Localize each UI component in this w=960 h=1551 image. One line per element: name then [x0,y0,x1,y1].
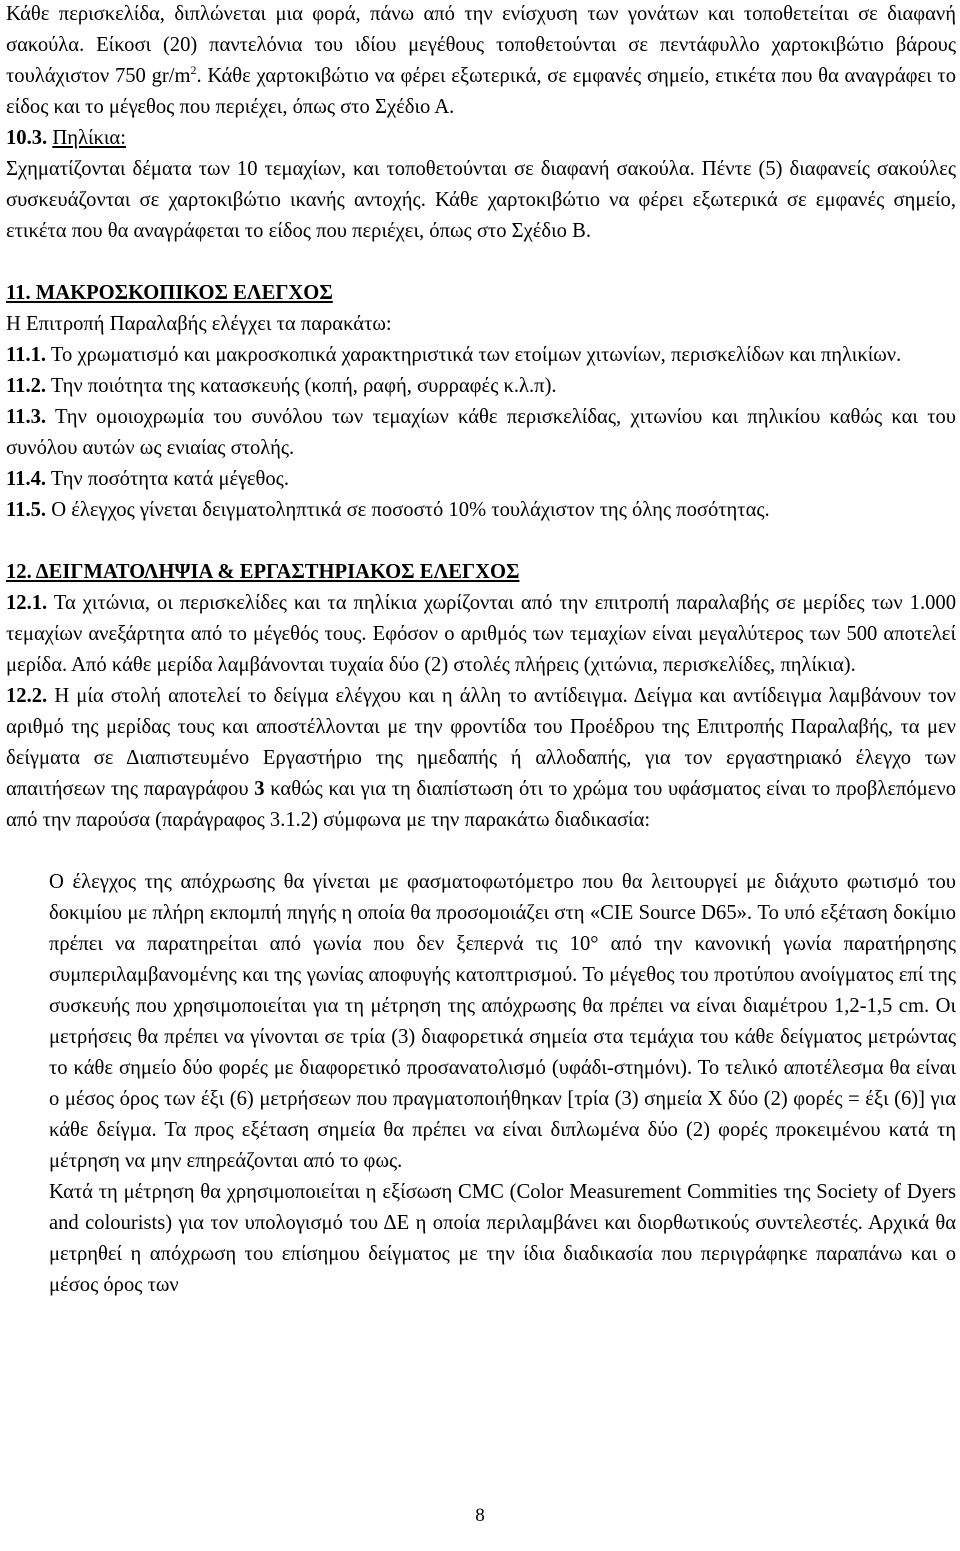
item-text: Το χρωματισμό και μακροσκοπικά χαρακτηριστικά των ετοίμων χιτωνίων, περισκελίδων και πηλικίων. [50,344,902,366]
section-number: 10.3. [6,127,48,149]
item-number: 11.3. [6,406,47,428]
item-12-2 [6,681,956,836]
paragraph-packaging-trousers [6,0,956,123]
item-text: Ο έλεγχος γίνεται δειγματοληπτικά σε ποσοστό 10% τουλάχιστον της όλης ποσότητας. [51,499,770,521]
item-text: Την ομοιοχρωμία του συνόλου των τεμαχίων κάθε περισκελίδας, χιτωνίου και πηλικίου καθώς και του συνόλου αυτών ως ενιαίας στολής. [6,406,956,459]
text: . Κάθε χαρτοκιβώτιο να φέρει εξωτερικά, σε εμφανές σημείο, ετικέτα που θα αναγράφει το είδος και το μέγεθος που περιέχει, όπως στο Σχέδιο Α. [6,65,957,118]
item-number: 11.5. [6,499,47,521]
item-number: 11.2. [6,375,47,397]
procedure-block [6,867,956,1301]
item-number: 11.1. [6,344,47,366]
item-number: 12.2. [6,685,48,707]
item-12-1 [6,588,956,681]
item-11-3 [6,402,956,464]
item-11-1 [6,340,956,371]
section-heading: Πηλίκια: [52,127,126,149]
item-11-2 [6,371,956,402]
page-number: 8 [475,1505,485,1526]
item-text: Την ποσότητα κατά μέγεθος. [50,468,289,490]
bold-reference: 3 [254,778,265,800]
item-text: καθώς και για τη διαπίστωση ότι το χρώμα του υφάσματος είναι το προβλεπόμενο από την παρούσα (παράγραφος 3.1.2) σύμφωνα με την παρακάτω διαδικασία: [6,778,957,831]
item-text: Την ποιότητα της κατασκευής (κοπή, ραφή, συρραφές κ.λ.π). [50,375,557,397]
item-number: 11.4. [6,468,47,490]
item-number: 12.1. [6,592,48,614]
procedure-paragraph-1: Ο έλεγχος της απόχρωσης θα γίνεται με φασματοφωτόμετρο που θα λειτουργεί με διάχυτο φωτισμό του δοκιμίου με πλήρη εκπομπή πηγής η οποία θα προσομοιάζει στη «CIE Source D65». Το υπό εξέταση δοκίμιο πρέπει να παρατηρείται από γωνία που δεν ξεπερνά τις 10° από την κανονική γωνία παρατήρησης συμπεριλαμβανομένης και της γωνίας αποφυγής κατοπτρισμού. Το μέγεθος του προτύπου ανοίγματος επί της συσκευής που χρησιμοποιείται για τη μέτρηση της απόχρωσης θα πρέπει να είναι διαμέτρου 1,2-1,5 cm. Οι μετρήσεις θα πρέπει να γίνονται σε τρία (3) διαφορετικά σημεία στα τεμάχια του κάθε δείγματος μετρώντας το κάθε σημείο δύο φορές με διαφορετικό προσανατολισμό (υφάδι-στημόνι). Το τελικό αποτέλεσμα θα είναι ο μέσος όρος των έξι (6) μετρήσεων που πραγματοποιήθηκαν [τρία (3) σημεία Χ δύο (2) φορές = έξι (6)] για κάθε δείγμα. Τα προς εξέταση σημεία θα πρέπει να είναι διπλωμένα δύο (2) φορές προκειμένου κατά τη μέτρηση να μην επηρεάζονται από το φως. [49,871,956,1172]
section-12-title: 12. ΔΕΙΓΜΑΤΟΛΗΨΙΑ & ΕΡΓΑΣΤΗΡΙΑΚΟΣ ΕΛΕΓΧΟΣ [6,561,520,583]
superscript: 2 [190,63,197,78]
section-11-intro: Η Επιτροπή Παραλαβής ελέγχει τα παρακάτω: [6,313,392,335]
item-text: Η μία στολή αποτελεί το δείγμα ελέγχου και η άλλη το αντίδειγμα. Δείγμα και αντίδειγμα λαμβάνουν τον αριθμό της μερίδας τους και αποστέλλονται με την φροντίδα του Προέδρου της Επιτροπής Παραλαβής, τα μεν δείγματα σε Διαπιστευμένο Εργαστήριο της ημεδαπής ή αλλοδαπής, για τον εργαστηριακό έλεγχο των απαιτήσεων της παραγράφου [6,685,956,800]
section-10-3-header [6,123,956,154]
item-11-5 [6,495,956,526]
section-10-3-text: Σχηματίζονται δέματα των 10 τεμαχίων, και τοποθετούνται σε διαφανή σακούλα. Πέντε (5) διαφανείς σακούλες συσκευάζονται σε χαρτοκιβώτιο ικανής αντοχής. Κάθε χαρτοκιβώτιο να φέρει εξωτερικά σε εμφανές σημείο, ετικέτα που θα αναγράφεται το είδος που περιέχει, όπως στο Σχέδιο Β. [6,158,956,242]
item-text: Τα χιτώνια, οι περισκελίδες και τα πηλίκια χωρίζονται από την επιτροπή παραλαβής σε μερίδες των 1.000 τεμαχίων ανεξάρτητα από το μέγεθός τους. Εφόσον ο αριθμός των τεμαχίων είναι μεγαλύτερος των 500 αποτελεί μερίδα. Από κάθε μερίδα λαμβάνονται τυχαία δύο (2) στολές πλήρεις (χιτώνια, περισκελίδες, πηλίκια). [6,592,956,676]
page-content [6,0,956,1301]
section-11-title: 11. ΜΑΚΡΟΣΚΟΠΙΚΟΣ ΕΛΕΓΧΟΣ [6,282,333,304]
procedure-paragraph-2: Κατά τη μέτρηση θα χρησιμοποιείται η εξίσωση CMC (Color Measurement Commities της Society of Dyers and colourists) για τον υπολογισμό του ΔΕ η οποία περιλαμβάνει και διορθωτικούς συντελεστές. Αρχικά θα μετρηθεί η απόχρωση του επίσημου δείγματος με την ίδια διαδικασία που περιγράφηκε παραπάνω και ο μέσος όρος των [49,1181,956,1296]
text: Κάθε περισκελίδα, διπλώνεται μια φορά, πάνω από την ενίσχυση των γονάτων και τοποθετείται σε διαφανή σακούλα. Είκοσι (20) παντελόνια του ιδίου μεγέθους τοποθετούνται σε πεντάφυλλο χαρτοκιβώτιο βάρους τουλάχιστον 750 gr/m [6,3,956,87]
item-11-4 [6,464,956,495]
